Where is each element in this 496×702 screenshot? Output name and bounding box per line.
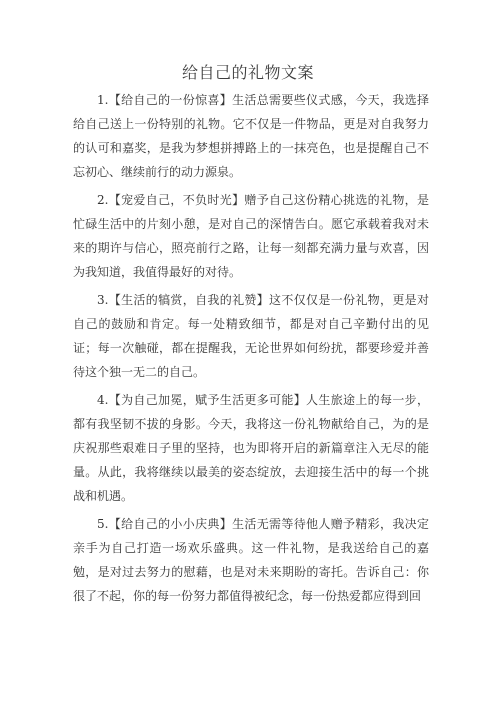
paragraph-5: 5.【给自己的小小庆典】生活无需等待他人赠予精彩，我决定亲手为自己打造一场欢乐盛典。这一件礼物，是我送给自己的嘉勉，是对过去努力的慰藉，也是对未来期盼的寄托。告诉自己：你很了不起，你的每一份努力都值得被纪念，每一份热爱都应得到回 [73,517,429,603]
paragraph-2: 2.【宠爱自己，不负时光】赠予自己这份精心挑选的礼物，是忙碌生活中的片刻小憩，是对自己的深情告白。愿它承载着我对未来的期许与信心，照亮前行之路，让每一刻都充满力量与欢喜，因为我知道，我值得最好的对待。 [73,193,429,279]
paragraph-4: 4.【为自己加冕，赋予生活更多可能】人生旅途上的每一步，都有我坚韧不拔的身影。今天，我将这一份礼物献给自己，为的是庆祝那些艰难日子里的坚持，也为即将开启的新篇章注入无尽的能量。从此，我将继续以最美的姿态绽放，去迎接生活中的每一个挑战和机遇。 [73,393,429,503]
paragraph-3: 3.【生活的犒赏，自我的礼赞】这不仅仅是一份礼物，更是对自己的鼓励和肯定。每一处精致细节，都是对自己辛勤付出的见证；每一次触碰，都在提醒我，无论世界如何纷扰，都要珍爱并善待这个独一无二的自己。 [73,293,429,379]
document-body [73,88,429,612]
document-title: 给自己的礼物文案 [181,63,314,82]
paragraph-1: 1.【给自己的一份惊喜】生活总需要些仪式感，今天，我选择给自己送上一份特别的礼物。它不仅是一件物品，更是对自我努力的认可和嘉奖，是我为梦想拼搏路上的一抹亮色，也是提醒自己不忘初心、继续前行的动力源泉。 [73,93,429,179]
